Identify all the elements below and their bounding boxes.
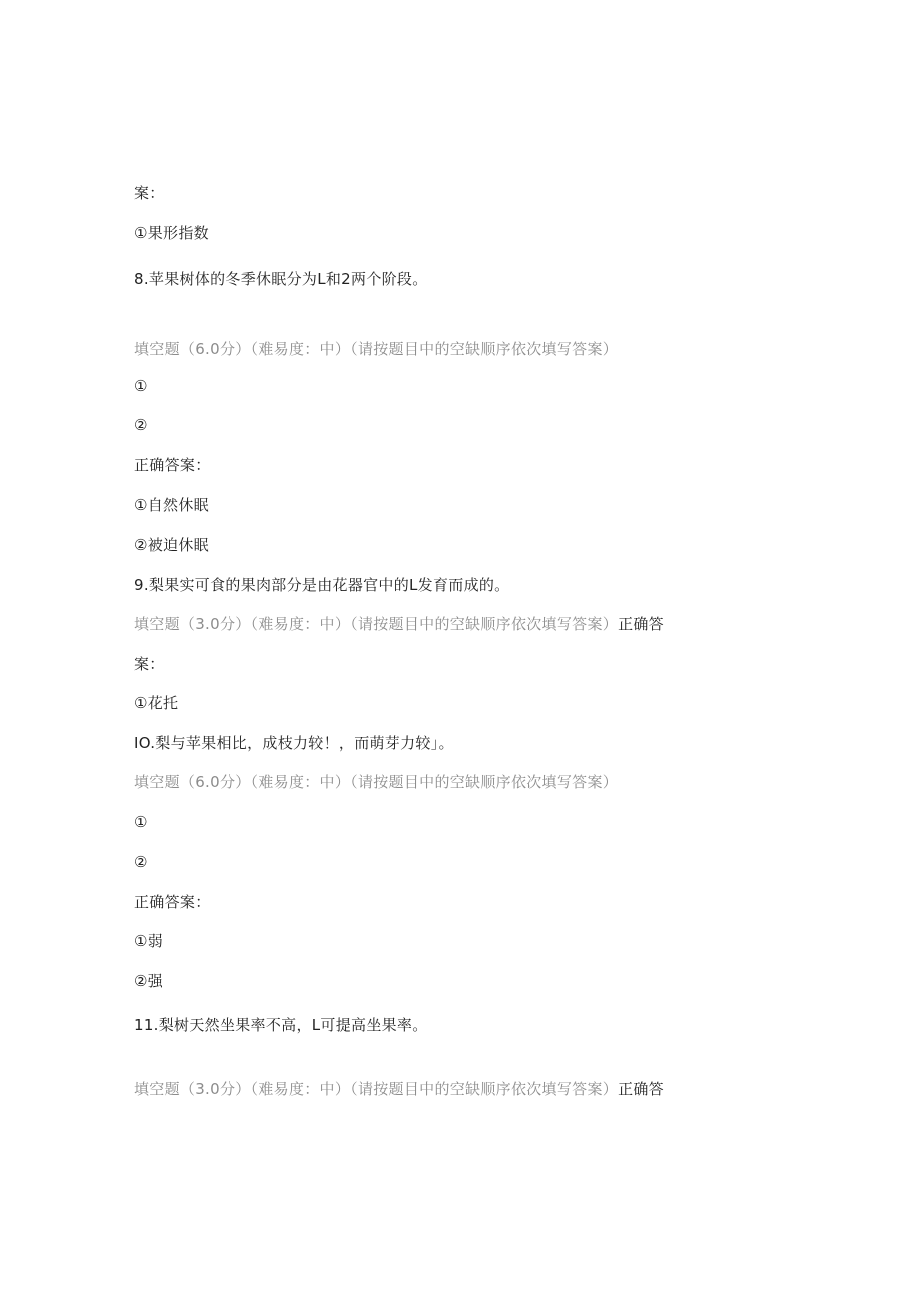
question-10-answer-label: 正确答案： [134, 893, 211, 911]
question-8-meta: 填空题（6.0分）（难易度：中）（请按题目中的空缺顺序依次填写答案） [134, 340, 619, 358]
answer-continuation: 案： [134, 184, 165, 202]
question-10-blank-2: ② [134, 853, 148, 871]
question-10-answer-1: ①弱 [134, 932, 164, 950]
question-9-answer-1: ①花托 [134, 694, 179, 712]
question-10-blank-1: ① [134, 813, 148, 831]
question-8-answer-label: 正确答案： [134, 456, 211, 474]
question-9-meta-suffix: 正确答 [618, 615, 664, 633]
question-10-meta: 填空题（6.0分）（难易度：中）（请按题目中的空缺顺序依次填写答案） [134, 773, 619, 791]
question-8-answer-1: ①自然休眠 [134, 496, 209, 514]
question-8-blank-2: ② [134, 416, 148, 434]
question-9-answer-continuation: 案： [134, 655, 165, 673]
question-8-blank-1: ① [134, 377, 148, 395]
question-9-meta [134, 614, 664, 634]
question-11-meta [134, 1079, 664, 1099]
question-10: IO.梨与苹果相比，成枝力较！，而萌芽力较」。 [134, 734, 454, 752]
question-8-answer-2: ②被迫休眠 [134, 536, 209, 554]
question-11-meta-suffix: 正确答 [618, 1080, 664, 1098]
question-9-meta-text: 填空题（3.0分）（难易度：中）（请按题目中的空缺顺序依次填写答案） [134, 615, 619, 633]
answer-item: ①果形指数 [134, 224, 209, 242]
question-11: 11.梨树天然坐果率不高，L可提高坐果率。 [134, 1016, 428, 1034]
question-8: 8.苹果树体的冬季休眠分为L和2两个阶段。 [134, 270, 428, 288]
question-10-answer-2: ②强 [134, 972, 164, 990]
question-11-meta-text: 填空题（3.0分）（难易度：中）（请按题目中的空缺顺序依次填写答案） [134, 1080, 619, 1098]
question-9: 9.梨果实可食的果肉部分是由花器官中的L发育而成的。 [134, 576, 510, 594]
